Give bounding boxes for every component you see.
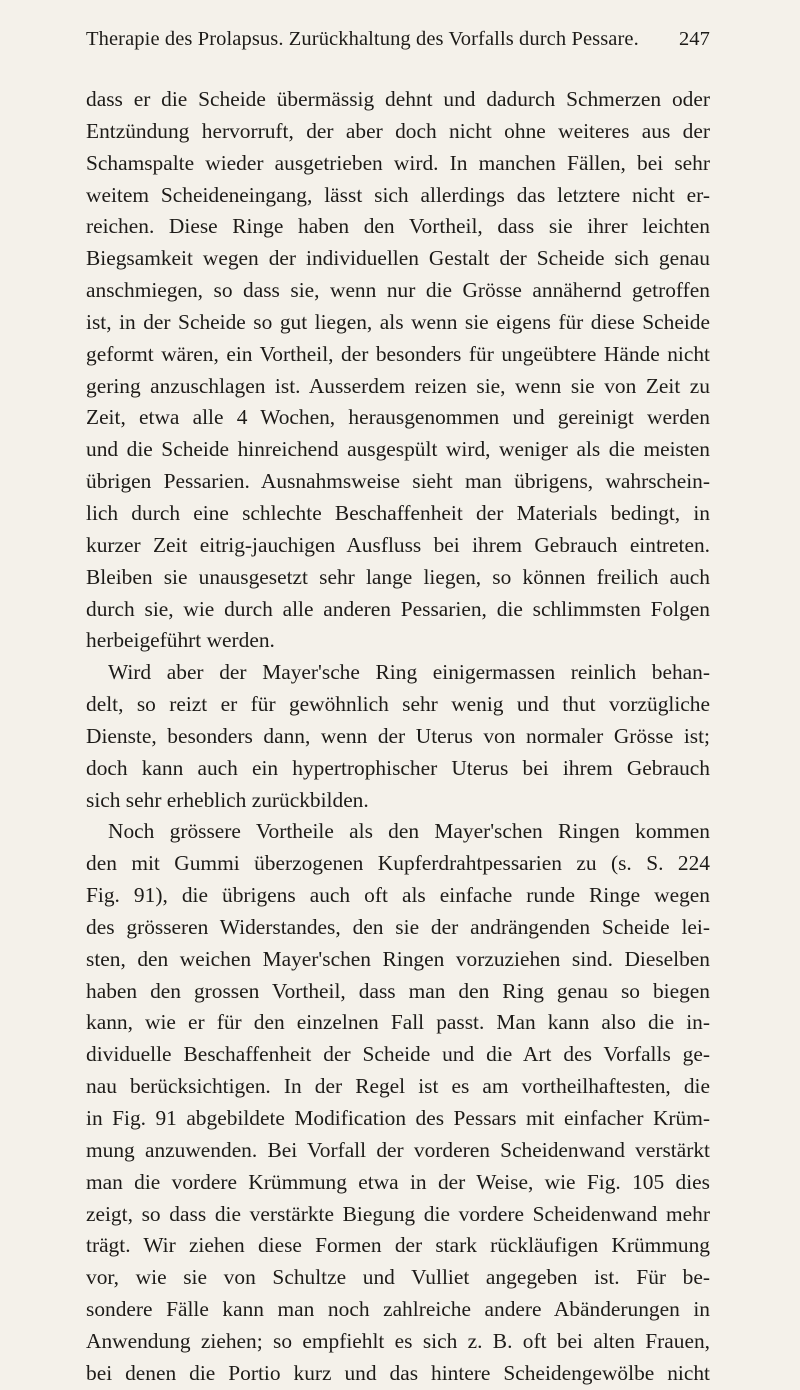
- text-line: ist, in der Scheide so gut liegen, als wenn sie eigens für diese Scheide: [86, 309, 710, 334]
- text-line: Fig. 91), die übrigens auch oft als einfache runde Ringe wegen: [86, 883, 710, 908]
- text-line: doch kann auch ein hypertrophischer Uterus bei ihrem Gebrauch: [86, 755, 710, 780]
- text-line: Biegsamkeit wegen der individuellen Gestalt der Scheide sich genau: [86, 246, 710, 271]
- text-line: Wird aber der Mayer'sche Ring einigermassen reinlich behan-: [108, 660, 710, 685]
- text-line: vor, wie sie von Schultze und Vulliet angegeben ist. Für be-: [86, 1265, 710, 1290]
- text-line: in Fig. 91 abgebildete Modification des Pessars mit einfacher Krüm-: [86, 1106, 710, 1130]
- text-line: dividuelle Beschaffenheit der Scheide und die Art des Vorfalls ge-: [86, 1042, 710, 1067]
- text-line: trägt. Wir ziehen diese Formen der stark rückläufigen Krümmung: [86, 1233, 710, 1258]
- text-line: Anwendung ziehen; so empfiehlt es sich z. B. oft bei alten Frauen,: [86, 1328, 710, 1353]
- text-line: Schamspalte wieder ausgetrieben wird. In manchen Fällen, bei sehr: [86, 150, 710, 175]
- text-line: haben den grossen Vortheil, dass man den Ring genau so biegen: [86, 978, 710, 1003]
- text-line: nau berücksichtigen. In der Regel ist es am vortheilhaftesten, die: [86, 1074, 710, 1099]
- text-line: Zeit, etwa alle 4 Wochen, herausgenommen und gereinigt werden: [86, 405, 710, 430]
- text-line: Dienste, besonders dann, wenn der Uterus von normaler Grösse ist;: [86, 723, 710, 748]
- text-line: sich sehr erheblich zurückbilden.: [86, 787, 369, 812]
- text-line: anschmiegen, so dass sie, wenn nur die Grösse annähernd getroffen: [86, 278, 710, 303]
- text-line: des grösseren Widerstandes, den sie der andrängenden Scheide lei-: [86, 914, 710, 939]
- text-line: dass er die Scheide übermässig dehnt und dadurch Schmerzen oder: [86, 87, 710, 111]
- text-line: gering anzuschlagen ist. Ausserdem reizen sie, wenn sie von Zeit zu: [86, 373, 710, 398]
- text-line: sondere Fälle kann man noch zahlreiche andere Abänderungen in: [86, 1297, 710, 1322]
- text-line: delt, so reizt er für gewöhnlich sehr wenig und thut vorzügliche: [86, 692, 710, 717]
- text-line: Entzündung hervorruft, der aber doch nicht ohne weiteres aus der: [86, 118, 710, 143]
- body-text: [86, 84, 710, 1390]
- running-head-title: Therapie des Prolapsus. Zurückhaltung des Vorfalls durch Pessare.: [86, 28, 639, 50]
- text-line: kurzer Zeit eitrig-jauchigen Ausfluss bei ihrem Gebrauch eintreten.: [86, 532, 710, 557]
- text-line: den mit Gummi überzogenen Kupferdrahtpessarien zu (s. S. 224: [86, 851, 710, 876]
- text-line: geformt wären, ein Vortheil, der besonders für ungeübtere Hände nicht: [86, 341, 710, 366]
- text-line: Noch grössere Vortheile als den Mayer'schen Ringen kommen: [108, 819, 710, 844]
- text-line: herbeigeführt werden.: [86, 628, 275, 653]
- text-line: reichen. Diese Ringe haben den Vortheil, dass sie ihrer leichten: [86, 214, 710, 239]
- text-line: bei denen die Portio kurz und das hintere Scheidengewölbe nicht: [86, 1360, 710, 1385]
- text-line: und die Scheide hinreichend ausgespült wird, weniger als die meisten: [86, 437, 710, 462]
- running-head: [86, 28, 710, 58]
- text-line: übrigen Pessarien. Ausnahmsweise sieht man übrigens, wahrschein-: [86, 469, 710, 494]
- page-number: 247: [678, 28, 710, 50]
- text-line: man die vordere Krümmung etwa in der Weise, wie Fig. 105 dies: [86, 1169, 710, 1194]
- text-line: lich durch eine schlechte Beschaffenheit der Materials bedingt, in: [86, 500, 710, 525]
- text-line: durch sie, wie durch alle anderen Pessarien, die schlimmsten Folgen: [86, 596, 710, 621]
- text-line: mung anzuwenden. Bei Vorfall der vorderen Scheidenwand verstärkt: [86, 1137, 710, 1162]
- text-line: sten, den weichen Mayer'schen Ringen vorzuziehen sind. Dieselben: [86, 946, 710, 971]
- text-line: weitem Scheideneingang, lässt sich allerdings das letztere nicht er-: [86, 182, 710, 207]
- text-line: zeigt, so dass die verstärkte Biegung die vordere Scheidenwand mehr: [86, 1201, 710, 1226]
- text-line: Bleiben sie unausgesetzt sehr lange liegen, so können freilich auch: [86, 564, 710, 589]
- text-line: kann, wie er für den einzelnen Fall passt. Man kann also die in-: [86, 1010, 710, 1035]
